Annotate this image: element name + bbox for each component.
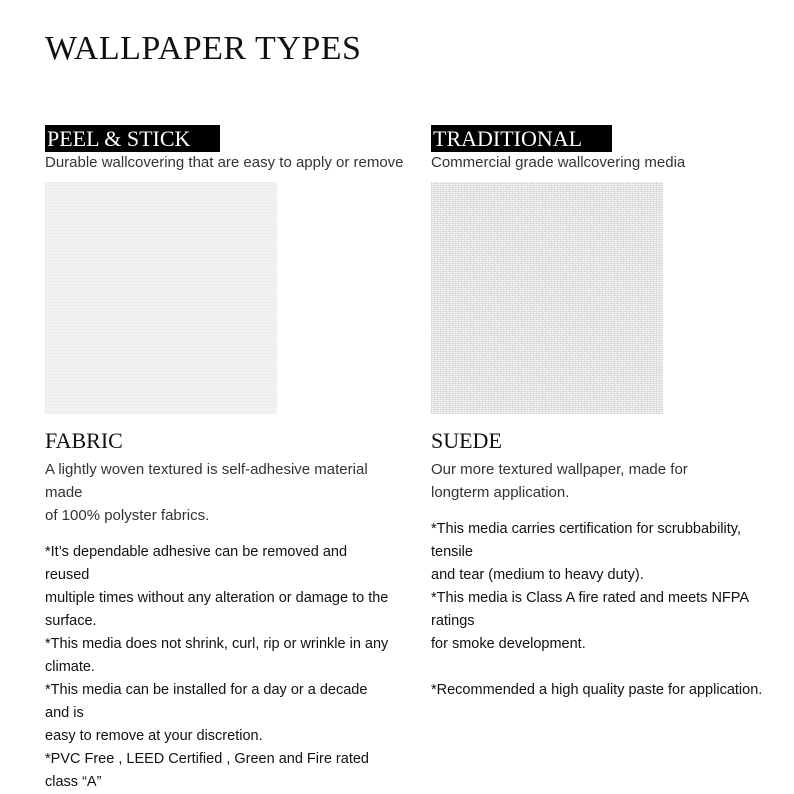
suede-swatch-image: [431, 182, 663, 414]
type-label: PEEL & STICK: [45, 125, 220, 152]
page-title: WALLPAPER TYPES: [45, 30, 362, 67]
fabric-swatch-image: [45, 182, 277, 414]
note-item: *PVC Free , LEED Certified , Green and Fire rated class “A”: [45, 751, 369, 790]
material-description: A lightly woven textured is self-adhesive material made of 100% polyster fabrics.: [45, 461, 368, 524]
note-item: *This media can be installed for a day or a decade and is easy to remove at your discretion.: [45, 682, 368, 744]
material-name: FABRIC: [45, 428, 123, 453]
note-item: *It’s dependable adhesive can be removed and reused multiple times without any alteration or damage to the surface.: [45, 544, 389, 629]
type-subtitle: Commercial grade wallcovering media: [431, 154, 686, 171]
type-subtitle: Durable wallcovering that are easy to apply or remove: [45, 154, 404, 171]
note-item: *This media does not shrink, curl, rip or wrinkle in any climate.: [45, 636, 389, 675]
note-item: *This media is Class A fire rated and meets NFPA ratings for smoke development.: [431, 590, 749, 652]
peel-and-stick-column: [45, 125, 404, 794]
material-description: Our more textured wallpaper, made for longterm application.: [431, 461, 688, 501]
notes-list: [431, 518, 781, 702]
notes-list: [45, 541, 395, 794]
note-item: *Recommended a high quality paste for application.: [431, 682, 763, 698]
note-item: *This media carries certification for scrubbability, tensile and tear (medium to heavy duty).: [431, 521, 741, 583]
traditional-column: [431, 125, 781, 702]
material-name: SUEDE: [431, 428, 502, 453]
type-label: TRADITIONAL: [431, 125, 612, 152]
